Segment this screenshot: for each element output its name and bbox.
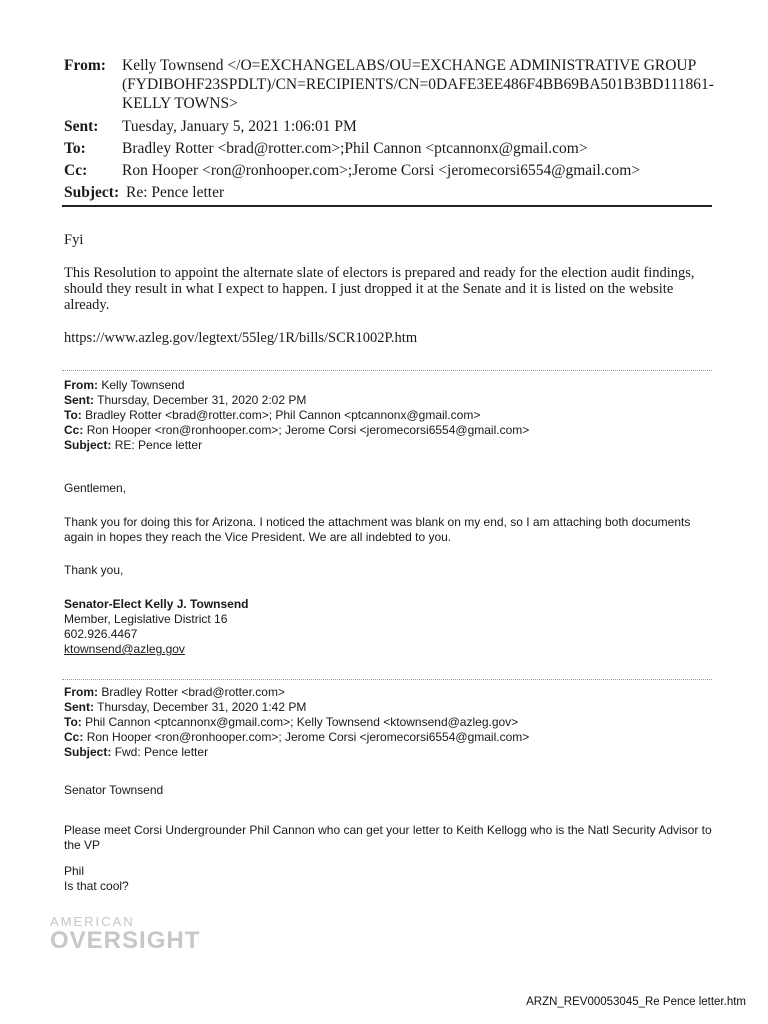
header-from-value: Kelly Townsend </O=EXCHANGELABS/OU=EXCHANGE ADMINISTRATIVE GROUP (FYDIBOHF23SPDLT)/CN=RECIPIENTS/CN=0DAFE3EE486F4BB69BA501B3BD111861-KELLY TOWNS> [122, 57, 714, 112]
header-cc-row [64, 161, 714, 180]
forwarded-message-header [64, 685, 714, 760]
msg2-paragraph: Thank you for doing this for Arizona. I noticed the attachment was blank on my end, so I am attaching both documents again in hopes they reach the Vice President. We are all indebted to you. [64, 515, 691, 544]
msg3-to-line: To: Phil Cannon <ptcannonx@gmail.com>; Kelly Townsend <ktownsend@azleg.gov> [64, 715, 519, 729]
msg2-cc-line: Cc: Ron Hooper <ron@ronhooper.com>; Jerome Corsi <jeromecorsi6554@gmail.com> [64, 423, 530, 437]
signature-email-link[interactable]: ktownsend@azleg.gov [64, 642, 185, 656]
header-sent-row [64, 117, 714, 136]
msg2-from-line: From: Kelly Townsend [64, 378, 185, 392]
msg3-line-question: Is that cool? [64, 879, 129, 893]
msg3-from-line: From: Bradley Rotter <brad@rotter.com> [64, 685, 285, 699]
message-body [64, 232, 704, 346]
body-fyi: Fyi [64, 232, 84, 248]
message-separator [62, 370, 712, 371]
header-from-row [64, 56, 714, 113]
document-footer-filename: ARZN_REV00053045_Re Pence letter.htm [526, 996, 746, 1008]
body-url-link[interactable]: https://www.azleg.gov/legtext/55leg/1R/bills/SCR1002P.htm [64, 330, 418, 346]
quoted-message-header [64, 378, 714, 453]
header-sent-value: Tuesday, January 5, 2021 1:06:01 PM [122, 118, 357, 135]
header-cc-label: Cc: [64, 162, 88, 179]
header-to-value: Bradley Rotter <brad@rotter.com>;Phil Cannon <ptcannonx@gmail.com> [122, 140, 588, 157]
header-subject-label: Subject: [64, 184, 120, 201]
email-header [64, 56, 714, 202]
header-to-row [64, 139, 714, 158]
header-divider [62, 205, 712, 207]
american-oversight-watermark [50, 915, 200, 953]
body-paragraph: This Resolution to appoint the alternate slate of electors is prepared and ready for the election audit findings, should they result in what I expect to happen. I just dropped it at the Senate and it is listed on the website already. [64, 265, 695, 313]
watermark-line-1: AMERICAN [50, 914, 135, 929]
header-from-label: From: [64, 57, 106, 74]
signature-title: Member, Legislative District 16 [64, 612, 228, 626]
msg2-sent-line: Sent: Thursday, December 31, 2020 2:02 PM [64, 393, 307, 407]
signature-block [64, 597, 714, 657]
msg3-sent-line: Sent: Thursday, December 31, 2020 1:42 PM [64, 700, 307, 714]
msg3-cc-line: Cc: Ron Hooper <ron@ronhooper.com>; Jerome Corsi <jeromecorsi6554@gmail.com> [64, 730, 530, 744]
msg3-line-phil: Phil [64, 864, 85, 878]
signature-name: Senator-Elect Kelly J. Townsend [64, 597, 249, 611]
watermark-line-2: OVERSIGHT [50, 927, 201, 954]
msg3-subject-line: Subject: Fwd: Pence letter [64, 745, 209, 759]
msg2-greeting: Gentlemen, [64, 481, 127, 495]
msg2-subject-line: Subject: RE: Pence letter [64, 438, 203, 452]
header-cc-value: Ron Hooper <ron@ronhooper.com>;Jerome Corsi <jeromecorsi6554@gmail.com> [122, 162, 641, 179]
header-subject-value: Re: Pence letter [126, 184, 225, 201]
msg2-closing: Thank you, [64, 563, 124, 577]
signature-phone: 602.926.4467 [64, 627, 138, 641]
msg3-closing [64, 864, 714, 894]
msg2-to-line: To: Bradley Rotter <brad@rotter.com>; Phil Cannon <ptcannonx@gmail.com> [64, 408, 481, 422]
msg3-paragraph: Please meet Corsi Undergrounder Phil Cannon who can get your letter to Keith Kellogg who is the Natl Security Advisor to the VP [64, 823, 712, 852]
header-to-label: To: [64, 140, 86, 157]
header-sent-label: Sent: [64, 118, 99, 135]
header-subject-row [64, 183, 714, 202]
message-separator-2 [62, 679, 712, 680]
msg3-greeting: Senator Townsend [64, 783, 164, 797]
